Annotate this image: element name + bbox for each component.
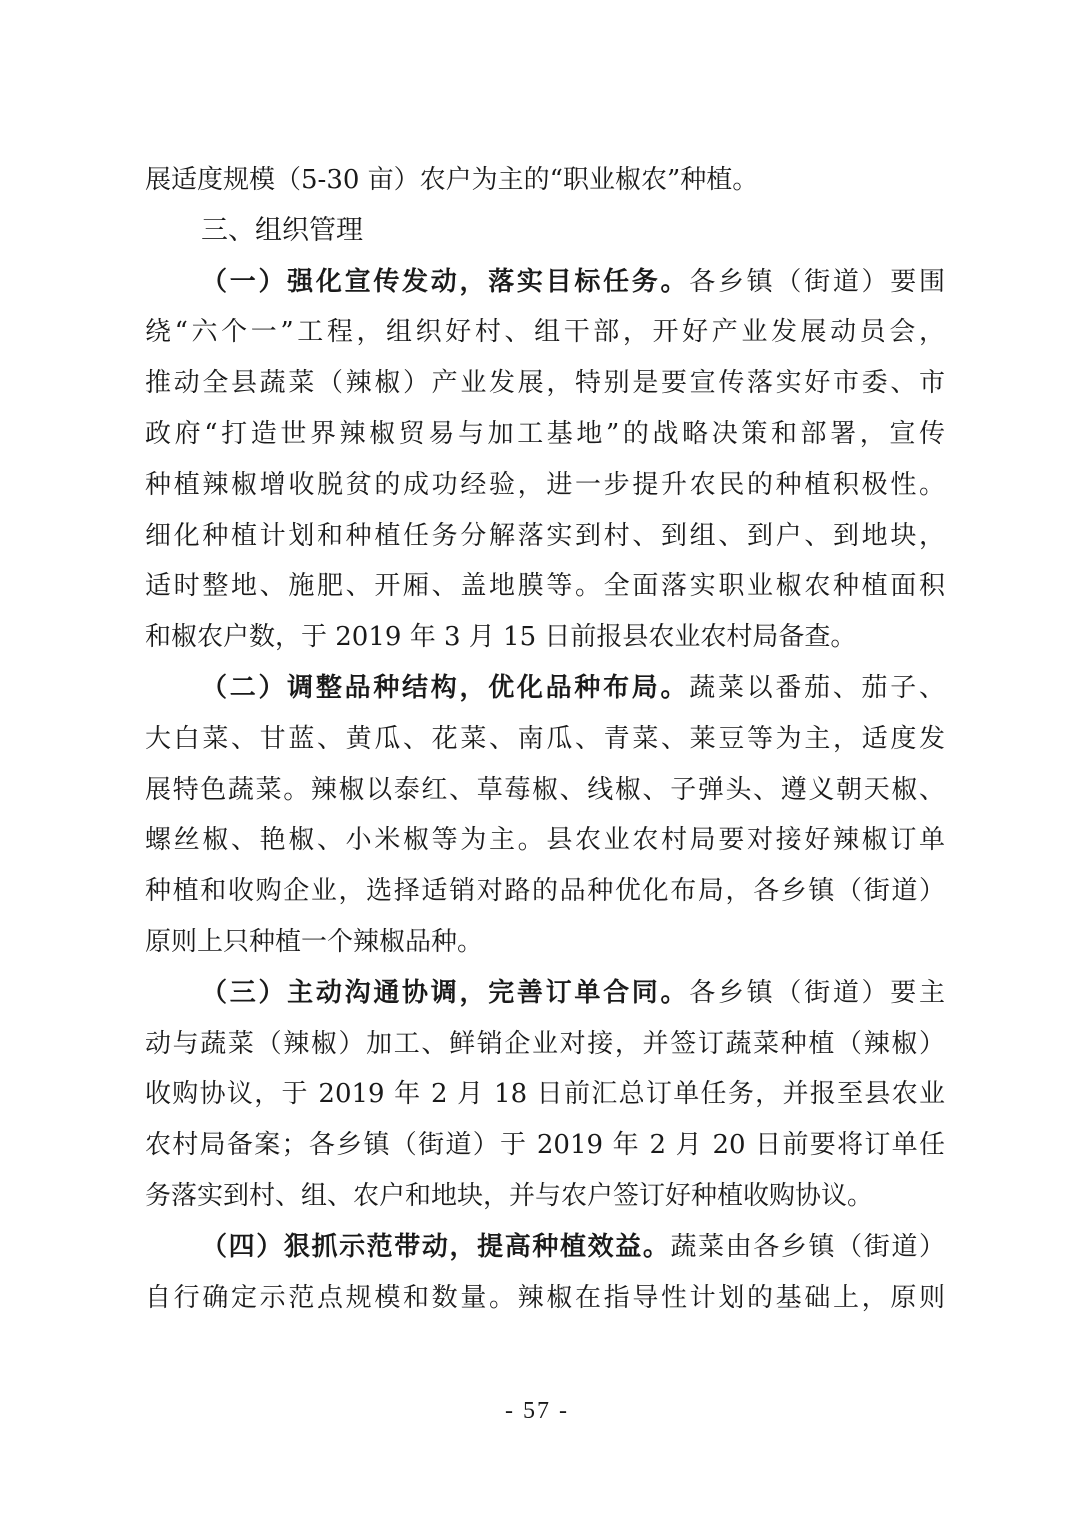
text-line: 种植辣椒增收脱贫的成功经验，进一步提升农民的种植积极性。 xyxy=(145,469,945,500)
text-line: 收购协议，于 2019 年 2 月 18 日前汇总订单任务，并报至县农业 xyxy=(145,1079,945,1110)
section-heading: 三、组织管理 xyxy=(201,214,363,246)
subsection-paragraph-start xyxy=(145,1222,945,1273)
subsection-heading: （一）强化宣传发动，落实目标任务。 xyxy=(201,266,690,297)
body-text xyxy=(145,155,945,1323)
text-run: 蔬菜以番茄、茄子、 xyxy=(689,672,945,703)
text-line: 推动全县蔬菜（辣椒）产业发展，特别是要宣传落实好市委、市 xyxy=(145,368,945,399)
text-line: 种植和收购企业，选择适销对路的品种优化布局，各乡镇（街道） xyxy=(145,876,945,907)
text-line: 大白菜、甘蓝、黄瓜、花菜、南瓜、青菜、莱豆等为主，适度发 xyxy=(145,723,945,754)
text-run: 蔬菜由各乡镇（街道） xyxy=(670,1231,945,1262)
text-line: 绕“六个一”工程，组织好村、组干部，开好产业发展动员会， xyxy=(145,317,945,348)
subsection-heading: （三）主动沟通协调，完善订单合同。 xyxy=(201,977,690,1008)
text-line: 农村局备案；各乡镇（街道）于 2019 年 2 月 20 日前要将订单任 xyxy=(145,1130,945,1161)
page-number: - 57 - xyxy=(505,1398,569,1424)
text-line: 展特色蔬菜。辣椒以泰红、草莓椒、线椒、子弹头、遵义朝天椒、 xyxy=(145,774,945,805)
text-line: 适时整地、施肥、开厢、盖地膜等。全面落实职业椒农种植面积 xyxy=(145,571,945,602)
subsection-paragraph-start xyxy=(145,968,945,1019)
text-line: 自行确定示范点规模和数量。辣椒在指导性计划的基础上，原则 xyxy=(145,1282,945,1313)
text-run: 各乡镇（街道）要主 xyxy=(689,977,945,1008)
text-line: 务落实到村、组、农户和地块，并与农户签订好种植收购协议。 xyxy=(145,1180,874,1211)
text-line: 螺丝椒、艳椒、小米椒等为主。县农业农村局要对接好辣椒订单 xyxy=(145,825,945,856)
subsection-heading: （二）调整品种结构，优化品种布局。 xyxy=(201,672,690,703)
text-line: 原则上只种植一个辣椒品种。 xyxy=(145,926,484,957)
text-line: 细化种植计划和种植任务分解落实到村、到组、到户、到地块， xyxy=(145,520,945,551)
subsection-heading: （四）狠抓示范带动，提高种植效益。 xyxy=(201,1231,671,1262)
subsection-paragraph-start xyxy=(145,257,945,308)
text-run: 各乡镇（街道）要围 xyxy=(689,266,945,297)
subsection-paragraph-start xyxy=(145,663,945,714)
text-line: 政府“打造世界辣椒贸易与加工基地”的战略决策和部署，宣传 xyxy=(145,418,945,449)
text-line: 展适度规模（5-30 亩）农户为主的“职业椒农”种植。 xyxy=(145,165,759,195)
text-line: 动与蔬菜（辣椒）加工、鲜销企业对接，并签订蔬菜种植（辣椒） xyxy=(145,1028,945,1059)
text-line: 和椒农户数，于 2019 年 3 月 15 日前报县农业农村局备查。 xyxy=(145,622,857,653)
